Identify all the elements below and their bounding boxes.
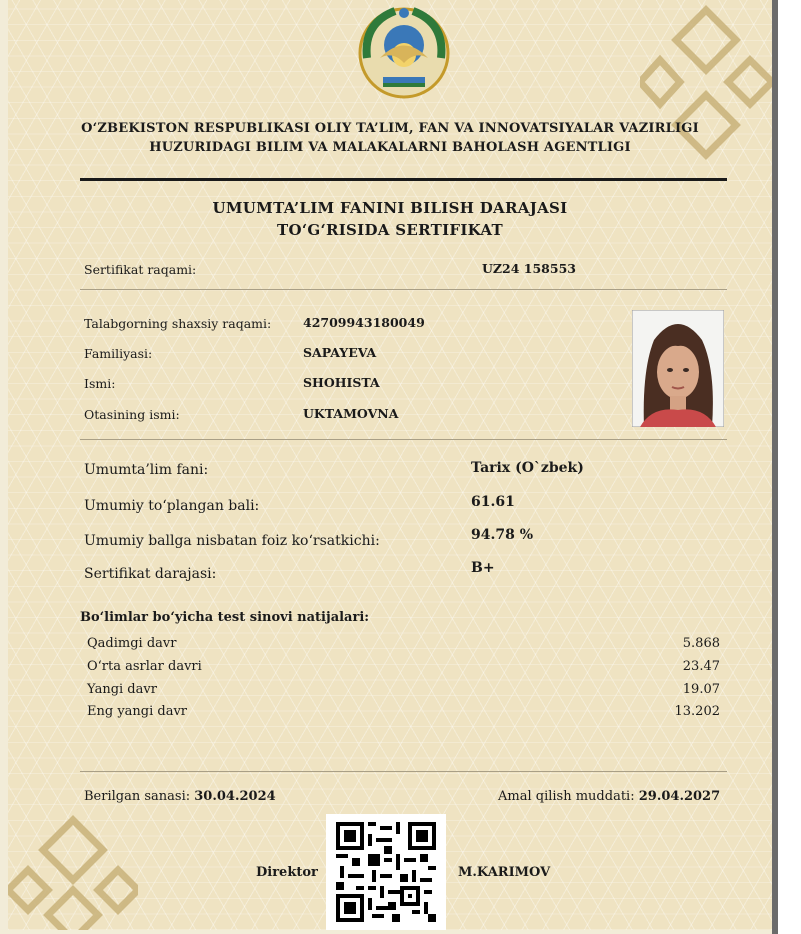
name-value: SHOHISTA [303,375,380,390]
certificate-number-value: UZ24 158553 [482,261,576,276]
patronymic-value: UKTAMOVNA [303,406,399,421]
director-title: Direktor [256,865,318,880]
valid-until-value: 29.04.2027 [638,789,721,804]
agency-header-line2: HUZURIDAGI BILIM VA MALAKALARNI BAHOLASH AGENTLIGI [149,140,631,155]
state-emblem-icon [355,3,453,99]
director-name: M.KARIMOV [458,865,551,880]
qr-code-icon[interactable] [336,822,436,922]
divider [80,289,727,290]
corner-ornament-bottom-left [8,810,138,930]
name-label: Ismi: [84,376,116,391]
section-name: Qadimgi davr [87,636,177,651]
patronymic-label: Otasining ismi: [84,407,180,422]
candidate-photo [632,310,724,427]
issued-date-value: 30.04.2024 [194,789,276,804]
personal-id-label: Talabgorning shaxsiy raqami: [84,316,272,331]
agency-header-line1: O‘ZBEKISTON RESPUBLIKASI OLIY TA’LIM, FAN VA INNOVATSIYALAR VAZIRLIGI [81,121,699,136]
percentage-value: 94.78 % [471,527,534,543]
section-score: 13.202 [674,704,720,719]
surname-label: Familiyasi: [84,346,153,361]
sections-heading: Bo‘limlar bo‘yicha test sinovi natijalari: [80,610,370,625]
section-name: O‘rta asrlar davri [87,659,202,674]
total-score-value: 61.61 [471,494,515,510]
section-name: Yangi davr [87,682,157,697]
valid-until-label: Amal qilish muddati: [498,789,635,804]
certificate-title-line2: TO‘G‘RISIDA SERTIFIKAT [276,221,503,239]
certificate-level-label: Sertifikat darajasi: [84,566,217,582]
percentage-label: Umumiy ballga nisbatan foiz ko‘rsatkichi: [84,533,380,549]
section-score: 19.07 [682,682,720,697]
subject-label: Umumta’lim fani: [84,462,209,478]
divider [80,771,727,772]
certificate-level-value: B+ [471,560,495,576]
section-score: 23.47 [682,659,720,674]
certificate-title-line1: UMUMTA’LIM FANINI BILISH DARAJASI [212,199,568,217]
valid-until [498,789,720,804]
total-score-label: Umumiy to‘plangan bali: [84,498,260,514]
personal-id-value: 42709943180049 [303,315,425,330]
viewer-margin [778,0,801,934]
divider [80,439,727,440]
issued-date-label: Berilgan sanasi: [84,789,191,804]
issued-date [84,789,276,804]
subject-value: Tarix (O`zbek) [471,460,584,476]
header-divider [80,178,727,181]
certificate-number-label: Sertifikat raqami: [84,262,197,277]
surname-value: SAPAYEVA [303,345,377,360]
qr-code-container [326,814,446,930]
section-name: Eng yangi davr [87,704,188,719]
section-score: 5.868 [682,636,720,651]
